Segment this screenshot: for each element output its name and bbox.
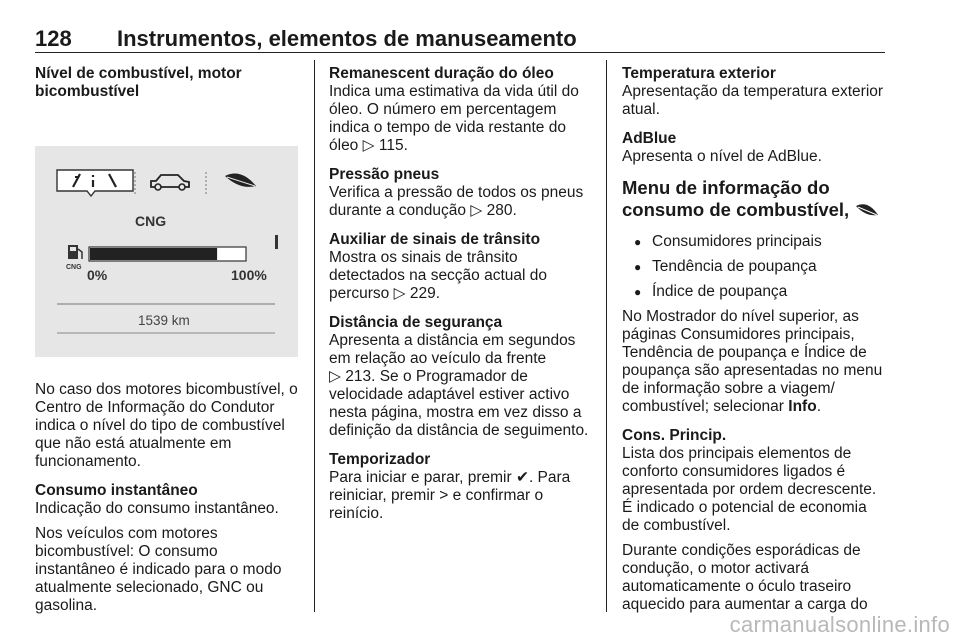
column-divider-1 [314, 60, 315, 612]
bullet-list [622, 233, 886, 301]
page-title: Instrumentos, elementos de manuseamento [117, 26, 577, 51]
paragraph: Verifica a pressão de todos os pneus durante a condução ▷ 280. [329, 184, 584, 219]
paragraph: Nos veículos com motores bicombustível: O consumo instantâneo é indicado para o modo atualmente selecionado, GNC ou gasolina. [35, 525, 282, 614]
section-heading: Pressão pneus [329, 166, 440, 183]
paragraph: No Mostrador do nível superior, as páginas Consumidores principais, Tendência de poupança e Índice de poupança são apresentadas no menu de informação sobre a viagem/ combustível; selecionar Info. [622, 308, 883, 415]
section-heading: Consumo instantâneo [35, 482, 198, 499]
column-3 [622, 65, 886, 625]
chevron-right-icon: > [439, 487, 449, 504]
page-ref-icon: ▷ [393, 285, 406, 302]
gauge-min-label: 0% [87, 267, 108, 283]
list-item: ● Consumidores principais [622, 233, 886, 251]
paragraph: Apresenta o nível de AdBlue. [622, 148, 822, 165]
paragraph: Indicação do consumo instantâneo. [35, 500, 279, 517]
paragraph: No caso dos motores bicombustível, o Centro de Informação do Condutor indica o nível do tipo de combustível que não está atualmente em funcionamento. [35, 381, 298, 470]
page-header [35, 26, 885, 52]
section-heading: Auxiliar de sinais de trânsito [329, 231, 541, 248]
section-heading: Cons. Princip. [622, 427, 727, 444]
section-heading-large: Menu de informação do consumo de combustível, [622, 177, 886, 221]
section-heading: Temporizador [329, 451, 431, 468]
section-heading: Remanescent duração do óleo [329, 65, 554, 82]
list-item: ● Tendência de poupança [622, 258, 886, 276]
page-ref-icon: ▷ [329, 368, 341, 385]
watermark: carmanualsonline.info [729, 612, 950, 637]
dic-fuel-display-figure [35, 146, 298, 357]
section-title: Nível de combustível, motor bicombustível [35, 65, 242, 100]
checkmark-icon: ✔ [515, 469, 529, 486]
header-divider [35, 52, 885, 53]
paragraph: Durante condições esporádicas de condução, o motor activará automaticamente o óculo traseiro aquecido para aumentar a carga do [622, 542, 868, 613]
column-1 [35, 65, 298, 626]
paragraph: Lista dos principais elementos de conforto consumidores ligados é apresentada por ordem decrescente. É indicado o potencial de economia de combustível. [622, 445, 877, 534]
paragraph: Indica uma estimativa da vida útil do óleo. O número em percentagem indica o tempo de vida restante do óleo ▷ 115. [329, 83, 579, 154]
fuel-type-label: CNG [135, 213, 167, 229]
paragraph: Mostra os sinais de trânsito detectados na secção actual do percurso ▷ 229. [329, 249, 548, 302]
scroll-indicator [275, 235, 278, 249]
section-heading: Distância de segurança [329, 314, 503, 331]
section-heading: Temperatura exterior [622, 65, 776, 82]
page-number: 128 [35, 26, 72, 51]
paragraph: Apresentação da temperatura exterior atual. [622, 83, 884, 118]
column-divider-2 [606, 60, 607, 612]
page-ref-icon: ▷ [470, 202, 483, 219]
list-item: ● Índice de poupança [622, 283, 886, 301]
gauge-max-label: 100% [231, 267, 267, 283]
range-readout: 1539 km [138, 313, 190, 328]
fuel-pump-cng-label: CNG [66, 264, 82, 271]
eco-leaf-icon [854, 202, 880, 218]
fuel-gauge-fill [90, 248, 217, 260]
page-ref-icon: ▷ [362, 137, 375, 154]
paragraph: Para iniciar e parar, premir ✔. Para reiniciar, premir > e confirmar o reinício. [329, 469, 571, 522]
paragraph: Apresenta a distância em segundos em relação ao veículo da frente ▷ 213. Se o Programador de velocidade adaptável estiver activo nesta página, mostra em vez disso a definição da distância de seguimento. [329, 332, 589, 439]
column-2 [329, 65, 592, 534]
section-heading: AdBlue [622, 130, 677, 147]
